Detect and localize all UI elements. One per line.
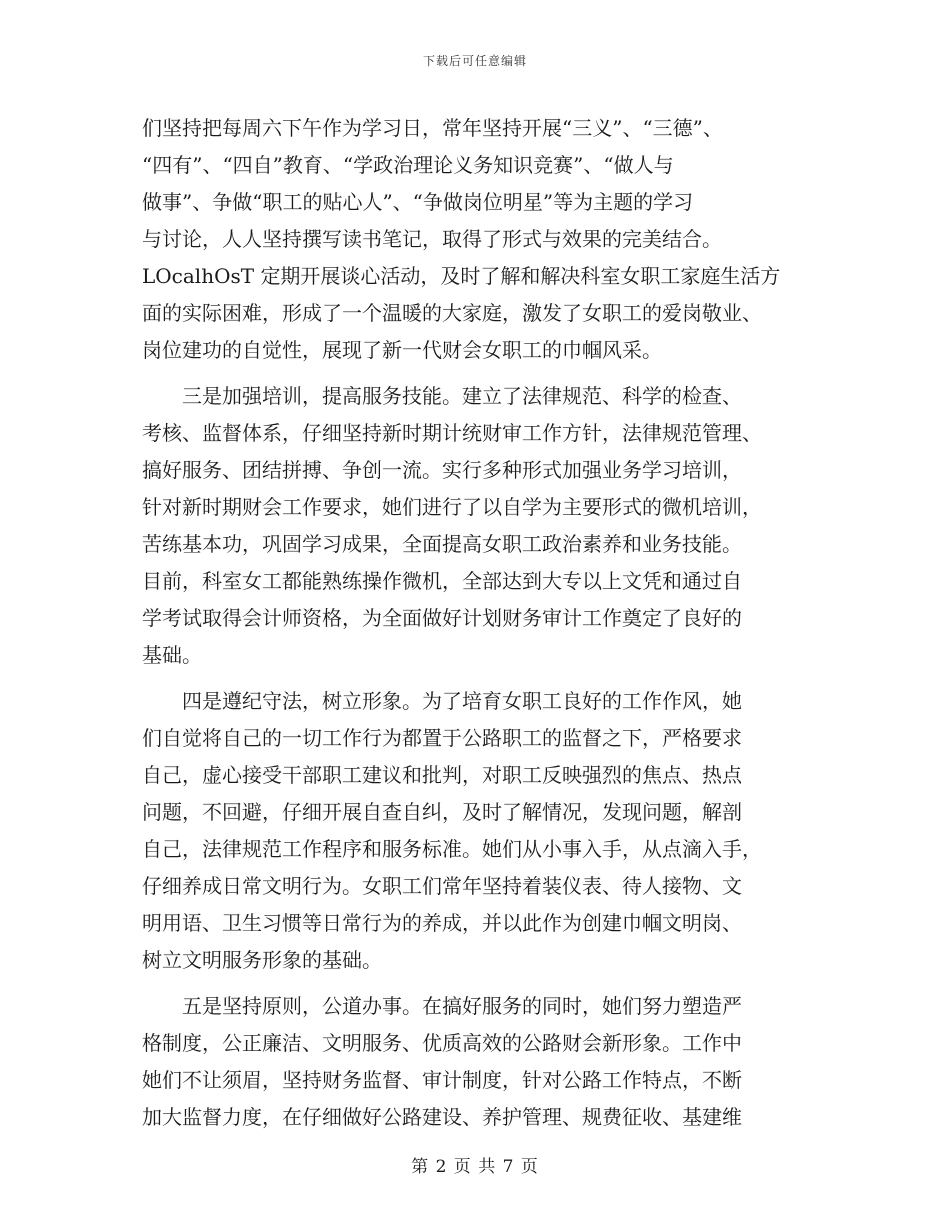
- text-line: 三是加强培训，提高服务技能。建立了法律规范、科学的检查、: [142, 384, 742, 408]
- text-line: 五是坚持原则，公道办事。在搞好服务的同时，她们努力塑造严: [142, 994, 742, 1018]
- paragraph: [142, 683, 814, 979]
- text-line: 四是遵纪守法，树立形象。为了培育女职工良好的工作作风，她: [142, 689, 742, 713]
- text-line: 自己，虚心接受干部职工建议和批判，对职工反映强烈的焦点、热点: [142, 763, 742, 787]
- text-line: 格制度，公正廉洁、文明服务、优质高效的公路财会新形象。工作中: [142, 1031, 742, 1055]
- text-line: 自己，法律规范工作程序和服务标准。她们从小事入手，从点滴入手，: [142, 837, 762, 861]
- paragraph-gap: [142, 674, 814, 683]
- text-line: 树立文明服务形象的基础。: [142, 948, 382, 972]
- paragraph-gap: [142, 369, 814, 378]
- paragraph-gap: [142, 979, 814, 988]
- text-line: 苦练基本功，巩固学习成果，全面提高女职工政治素养和业务技能。: [142, 532, 742, 556]
- text-line: 面的实际困难，形成了一个温暖的大家庭，激发了女职工的爱岗敬业、: [142, 301, 762, 325]
- text-line: 目前，科室女工都能熟练操作微机，全部达到大专以上文凭和通过自: [142, 569, 742, 593]
- text-line: 仔细养成日常文明行为。女职工们常年坚持着装仪表、待人接物、文: [142, 874, 742, 898]
- text-line: 针对新时期财会工作要求，她们进行了以自学为主要形式的微机培训，: [142, 495, 762, 519]
- text-line: 们自觉将自己的一切工作行为都置于公路职工的监督之下，严格要求: [142, 726, 742, 750]
- text-line: 搞好服务、团结拼搏、争创一流。实行多种形式加强业务学习培训，: [142, 458, 742, 482]
- text-line: 她们不让须眉，坚持财务监督、审计制度，针对公路工作特点，不断: [142, 1068, 742, 1092]
- page-header: 下载后可任意编辑: [422, 54, 527, 68]
- text-line: 问题，不回避，仔细开展自查自纠，及时了解情况，发现问题，解剖: [142, 800, 742, 824]
- text-line: LOcalhOsT 定期开展谈心活动，及时了解和解决科室女职工家庭生活方: [142, 264, 781, 288]
- text-line: 们坚持把每周六下午作为学习日，常年坚持开展“三义”、“三德”、: [142, 116, 723, 140]
- text-line: “四有”、“四自”教育、“学政治理论义务知识竞赛”、“做人与: [142, 153, 674, 177]
- page-number-footer: 第 2 页 共 7 页: [411, 1157, 539, 1177]
- text-line: 岗位建功的自觉性，展现了新一代财会女职工的巾帼风采。: [142, 338, 662, 362]
- text-line: 加大监督力度，在仔细做好公路建设、养护管理、规费征收、基建维: [142, 1105, 742, 1129]
- text-line: 基础。: [142, 643, 202, 667]
- paragraph: [142, 988, 814, 1136]
- text-line: 做事”、争做“职工的贴心人”、“争做岗位明星”等为主题的学习: [142, 190, 694, 214]
- paragraph: [142, 110, 814, 369]
- text-line: 学考试取得会计师资格，为全面做好计划财务审计工作奠定了良好的: [142, 606, 742, 630]
- text-line: 明用语、卫生习惯等日常行为的养成，并以此作为创建巾帼文明岗、: [142, 911, 742, 935]
- document-body: [142, 110, 814, 1136]
- paragraph: [142, 378, 814, 674]
- text-line: 与讨论，人人坚持撰写读书笔记，取得了形式与效果的完美结合。: [142, 227, 722, 251]
- text-line: 考核、监督体系，仔细坚持新时期计统财审工作方针，法律规范管理、: [142, 421, 762, 445]
